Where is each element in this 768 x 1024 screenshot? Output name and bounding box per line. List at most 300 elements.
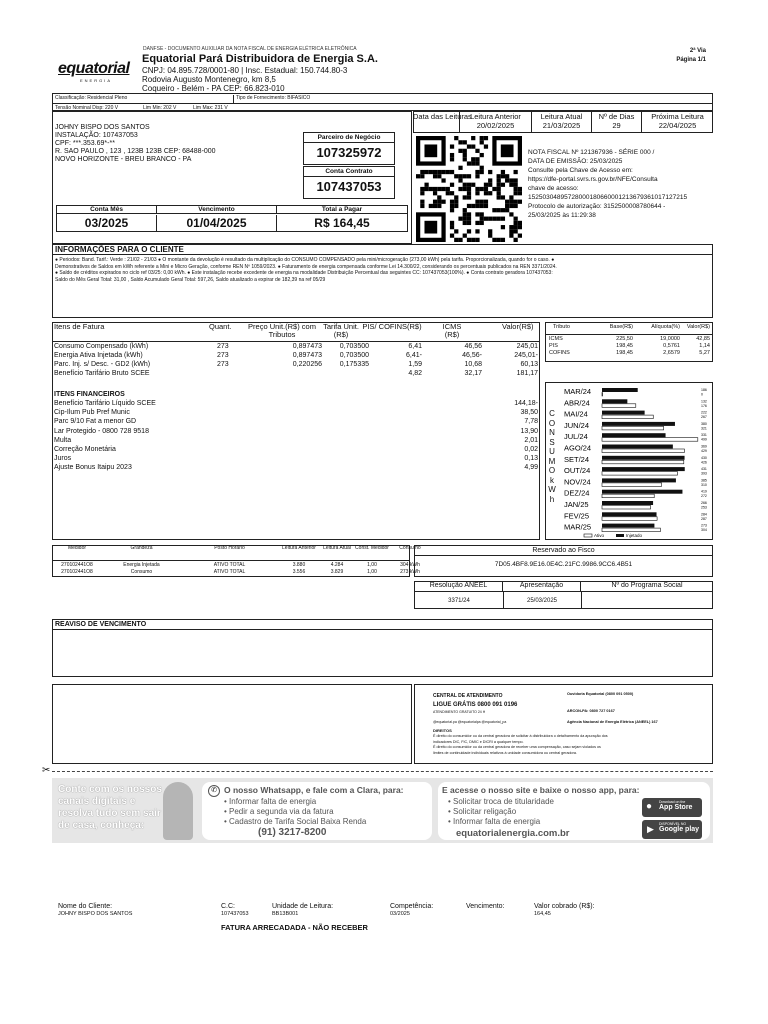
logo-wordmark: equatorial [58, 60, 130, 77]
fin-label: Cip-Ilum Pub Pref Munic [54, 409, 130, 417]
col-piscofins: PIS/ COFINS(R$) [362, 322, 422, 331]
bar-value-injetado: 304 [701, 528, 707, 533]
bar-value-injetado: 429 [701, 449, 707, 453]
fin-value: 0,02 [524, 446, 538, 453]
client-cpf: CPF: ***.353.69*-** [55, 140, 115, 147]
tributo-cell: 0,5761 [663, 343, 680, 349]
fin-row [52, 455, 540, 464]
medidor-header: Medidor [67, 545, 87, 551]
footer-cc: 107437053 [221, 911, 249, 917]
person-illustration [163, 782, 193, 840]
bar-value-injetado: 426 [701, 460, 707, 465]
col-valor: Valor(R$) [502, 322, 534, 331]
fin-label: Multa [54, 436, 72, 444]
bar-value-ativo: 186 [701, 388, 707, 392]
cut-line [52, 771, 713, 772]
item-cell: Parc. Inj. s/ Desc. - GD2 (kWh) [54, 361, 151, 368]
app-store-badge [642, 798, 702, 817]
bar-ativo [602, 411, 645, 415]
proxima-label: Próxima Leitura [651, 112, 704, 121]
whatsapp-icon: ✆ [208, 785, 220, 797]
central-sub: ATENDIMENTO GRATUITO 24 H [433, 710, 486, 714]
fin-value: 13,90 [520, 427, 538, 435]
via-label: 2ª Via [689, 48, 706, 54]
footer-comp-label: Competência: [390, 903, 434, 910]
nf-consulte: Consulte pela Chave de Acesso em: [528, 167, 633, 174]
bar-value-injetado: 393 [701, 471, 707, 476]
fin-row [52, 400, 540, 409]
consumo-chart [545, 382, 713, 540]
tributo-header: Tributo [553, 324, 570, 330]
client-instalacao: INSTALAÇÃO: 107437053 [55, 132, 138, 139]
danfse-header: DANFSE - DOCUMENTO AUXILIAR DA NOTA FISCAL DE ENERGIA ELÉTRICA ELETRÔNICA [143, 46, 357, 52]
fin-row [52, 409, 540, 418]
bar-injetado [602, 506, 651, 510]
chart-month-label: NOV/24 [564, 477, 591, 487]
bar-ativo [602, 467, 685, 471]
fin-label: Lar Protegido - 0800 728 9518 [54, 427, 149, 435]
direitos-title: DIREITOS [433, 728, 452, 733]
col-preco: Preço Unit.(R$) com Tributos [248, 322, 316, 339]
google-play-badge [642, 820, 702, 839]
company-addr2: Coqueiro - Belém - PA CEP: 66.823-010 [142, 84, 285, 93]
info-line1: ● Periodos: Band. Tarif.: Verde : 21/02 - 21/03 ● O montante da devolução é resultado da multiplicação do CONSUMO COMPENSADO pela mini/microgeração (273,00 kWh) pela tarifa. Proporcionalizada, quando for o caso. ● [55, 257, 555, 263]
apresentacao-label: Apresentação [503, 582, 581, 592]
medidor-cell: 3.829 [330, 569, 344, 575]
vencimento-value: 01/04/2025 [157, 215, 277, 232]
item-cell: 1,59 [408, 361, 422, 368]
reaviso-block [52, 619, 713, 677]
app-list [448, 797, 554, 827]
whatsapp-list [224, 797, 366, 827]
tributo-cell: 1,14 [699, 343, 710, 349]
medidor-cell: ATIVO TOTAL [213, 562, 246, 568]
fisco-title: Reservado ao Fisco [415, 546, 712, 556]
conta-mes-value: 03/2025 [57, 215, 157, 232]
bar-value-injetado: 321 [701, 426, 707, 431]
fin-label: Parc 9/10 Fat a menor GD [54, 418, 137, 426]
resolucao-value: 3371/24 [448, 598, 470, 604]
footer-nome: JOHNY BISPO DOS SANTOS [58, 911, 133, 917]
arcon: ARCON-PA: 0800 727 0167 [567, 709, 615, 713]
tributo-cell: 198,45 [616, 343, 633, 349]
classificacao: Classificação: Residencial Pleno [55, 95, 128, 101]
bar-value-injetado: 310 [701, 482, 707, 487]
bar-ativo [602, 524, 654, 528]
col-icms: ICMS (R$) [442, 322, 462, 339]
footer-ul-label: Unidade de Leitura: [272, 903, 334, 910]
contrato-label: Conta Contrato [304, 167, 394, 177]
page-number: Página 1/1 [676, 57, 706, 63]
parceiro-box [303, 132, 395, 165]
info-title: INFORMAÇÕES PARA O CLIENTE [53, 245, 712, 255]
bar-ativo [602, 478, 676, 482]
classification-bar [52, 93, 713, 111]
item-cell: Consumo Compensado (kWh) [54, 343, 149, 350]
bar-value-injetado: 0 [701, 392, 703, 397]
info-line4: Saldo do Mês Geral Total: 31,00 , Saldo Acumulado Geral Total: 597,26, Saldo atualizado a expirar de 182,39 na ref 05/29 [55, 276, 326, 283]
proxima-value: 22/04/2025 [658, 121, 697, 130]
chart-month-label: JUN/24 [564, 420, 590, 430]
bar-value-ativo: 380 [701, 421, 707, 426]
tributo-cell: ICMS [549, 336, 563, 342]
bar-injetado [602, 472, 677, 476]
bar-injetado [602, 415, 653, 419]
bar-value-injetado: 287 [701, 516, 707, 521]
tributo-cell: 2,6579 [663, 350, 680, 356]
nf-protocolo: Protocolo de autorização: 3152500008780644 - [528, 203, 666, 210]
item-cell: 32,17 [464, 370, 482, 377]
item-cell: 273 [217, 361, 229, 368]
bar-ativo [602, 422, 675, 426]
total-value: R$ 164,45 [314, 216, 370, 230]
footer-valor: 164,45 [534, 911, 551, 917]
whatsapp-panel [202, 782, 432, 840]
banner-l3: resolva tudo sem sair [58, 808, 161, 819]
tensao: Tensão Nominal Disp: 220 V [55, 105, 119, 111]
item-cell: 273 [217, 343, 229, 350]
fin-value: 2,01 [524, 436, 538, 444]
leitura-anterior-label: Leitura Anterior [470, 112, 521, 121]
fin-value: 7,78 [524, 418, 538, 426]
medidor-cell: 270102441O8 [61, 562, 93, 568]
summary-box [56, 205, 408, 232]
footer-valor-label: Valor cobrado (R$): [534, 903, 595, 910]
contrato-box [303, 166, 395, 199]
bar-ativo [602, 445, 673, 449]
item-cell: 0,175335 [339, 361, 369, 368]
bar-value-injetado: 267 [701, 415, 707, 420]
bar-ativo [602, 501, 653, 505]
scissors-icon: ✂ [42, 765, 51, 776]
chart-month-label: JAN/25 [564, 500, 589, 509]
medidor-header: Leitura Anterior [282, 545, 316, 551]
parceiro-label: Parceiro de Negócio [304, 133, 394, 143]
bar-injetado [602, 393, 603, 397]
item-cell: 245,01- [514, 352, 538, 359]
item-cell: 60,13 [520, 361, 538, 368]
item-cell: 181,17 [516, 370, 538, 377]
company-addr1: Rodovia Augusto Montenegro, km 8,5 [142, 75, 276, 84]
footer-ul: BB13B001 [272, 911, 299, 917]
tributo-cell: 198,45 [616, 350, 633, 356]
col-tarifa: Tarifa Unit.(R$) [323, 322, 359, 339]
banner-l2: canais digitais e [58, 796, 136, 807]
ouvidoria: Ouvidoria Equatorial (0800 091 0500) [567, 692, 634, 696]
company-logo [58, 60, 134, 83]
bar-value-ativo: 266 [701, 501, 707, 505]
reaviso-title: REAVISO DE VENCIMENTO [53, 620, 712, 630]
item-cell: 6,41 [408, 343, 422, 350]
chart-month-label: JUL/24 [564, 432, 588, 442]
banner-l4: de casa, conheça: [58, 820, 145, 831]
fin-value: 0,13 [524, 455, 538, 463]
fin-row [52, 428, 540, 437]
item-cell: 0,897473 [292, 352, 322, 359]
fin-row [52, 418, 540, 427]
site-url: equatorialenergia.com.br [456, 828, 570, 839]
dias-col [591, 112, 641, 132]
bar-injetado [602, 426, 664, 430]
app-panel [438, 782, 710, 840]
blank-panel [52, 684, 412, 764]
nf-numero: NOTA FISCAL Nº 121367936 - SÉRIE 000 / [528, 149, 655, 156]
arrecadada-notice: FATURA ARRECADADA - NÃO RECEBER [221, 923, 368, 932]
bar-ativo [602, 388, 638, 392]
central-atendimento [414, 684, 713, 764]
bar-value-injetado: 499 [701, 437, 707, 442]
tributo-cell: COFINS [549, 350, 570, 356]
tributo-cell: 42,85 [696, 336, 710, 342]
chart-month-label: ABR/24 [564, 398, 590, 408]
banner-l1: Conte com os nossos [58, 784, 162, 795]
footer-cc-label: C.C: [221, 903, 235, 910]
leitura-atual-value: 21/03/2025 [542, 121, 581, 130]
data-leituras-label: Data das Leituras [413, 112, 472, 121]
bar-ativo [602, 512, 657, 516]
footer-comp: 03/2025 [390, 911, 410, 917]
item-cell: 245,01 [516, 343, 538, 350]
bar-ativo [602, 433, 666, 437]
app-item1: • Solicitar troca de titularidade [448, 797, 554, 806]
lim-min: Lim Min: 202 V [143, 105, 177, 111]
footer-venc-label: Vencimento: [466, 903, 505, 910]
tributo-header: Valor(R$) [686, 324, 710, 330]
medidor-cell: Consumo [130, 569, 153, 575]
nf-chave-label: chave de acesso: [528, 185, 579, 192]
bar-value-ativo: 419 [701, 489, 707, 494]
bar-injetado [602, 483, 662, 487]
fisco-box [414, 545, 713, 577]
medidor-cell: Energia Injetada [123, 562, 160, 568]
bar-value-ativo: 284 [701, 512, 707, 517]
resolucao-label: Resolução ANEEL [415, 582, 503, 592]
tributo-cell: 5,27 [699, 350, 710, 356]
fin-value: 144,18- [514, 400, 538, 407]
play-icon: ▶ [647, 824, 654, 834]
bar-ativo [602, 490, 682, 494]
col-quant: Quant. [209, 322, 232, 331]
app-title: E acesse o nosso site e baixe o nosso app, para: [442, 785, 640, 795]
contrato-value: 107437053 [316, 179, 382, 194]
fin-row [52, 446, 540, 455]
tributo-cell: 225,50 [616, 336, 633, 342]
chart-month-label: FEV/25 [564, 511, 590, 521]
col-itens: Itens de Fatura [54, 322, 105, 331]
medidor-cell: 304 kWh [400, 562, 420, 568]
proxima-col [641, 112, 713, 132]
legend-injetado-swatch [616, 534, 624, 537]
legend-injetado: Injetado [626, 533, 643, 538]
item-row [52, 343, 540, 352]
tributo-header: Alíquota(%) [651, 324, 680, 330]
medidor-cell: 1,00 [367, 569, 377, 575]
item-cell: 10,68 [464, 361, 482, 368]
tributo-header: Base(R$) [609, 324, 633, 330]
bar-injetado [602, 404, 636, 408]
nf-protocolo-data: 25/03/2025 às 11:29:38 [528, 212, 596, 219]
bar-value-ativo: 369 [701, 444, 707, 449]
nf-emissao: DATA DE EMISSÃO: 25/03/2025 [528, 158, 623, 165]
direitos-3: É direito do consumidor ou da central geradora de receber uma compensação, caso sejam violados os [433, 745, 601, 749]
client-info [55, 124, 216, 164]
info-line2: Demonstrativos de Saldos em kWh referente a Mini e Micro Geração, conforme REN Nº 1059/2023. ● Faturamento de energia compensada conforme Lei 14.300/22, considerando os percentuais publicados na REN 3371/2024. [55, 263, 557, 270]
fin-row [52, 464, 540, 473]
parceiro-value: 107325972 [316, 145, 382, 160]
whatsapp-title: O nosso Whatsapp, e fale com a Clara, para: [224, 785, 404, 795]
info-text [53, 255, 712, 285]
conta-mes-label: Conta Mês [57, 206, 157, 214]
aneel: Agência Nacional de Energia Elétrica (ANEEL) 167 [567, 720, 658, 724]
apresentacao-value: 25/03/2025 [526, 598, 558, 604]
chart-month-label: OUT/24 [564, 466, 591, 476]
bar-ativo [602, 456, 685, 460]
chart-month-label: AGO/24 [564, 443, 592, 453]
fin-label: Benefício Tarifário Líquido SCEE [54, 400, 156, 407]
item-cell: 0,220256 [292, 361, 322, 368]
chart-month-label: MAR/25 [564, 522, 592, 532]
bar-value-injetado: 253 [701, 505, 707, 510]
company-cnpj: CNPJ: 04.895.728/0001-80 | Insc. Estadual: 150.744.80-3 [142, 66, 348, 75]
item-row [52, 361, 540, 370]
chart-month-label: DEZ/24 [564, 488, 590, 498]
fin-row [52, 437, 540, 446]
legend-ativo-swatch [584, 534, 592, 537]
fin-value: 38,50 [520, 409, 538, 417]
whatsapp-item3: • Cadastro de Tarifa Social Baixa Renda [224, 817, 367, 826]
programa-social-label: Nº do Programa Social [581, 582, 713, 592]
app-item2: • Solicitar religação [448, 807, 517, 816]
app-store-top: Download on the [659, 800, 686, 804]
item-cell: 6,41- [406, 352, 422, 359]
direitos-text [433, 734, 608, 756]
footer-nome-label: Nome do Cliente: [58, 903, 113, 910]
fisco-code: 7D05.4BF8.9E16.0E4C.21FC.9986.9CC6.4B51 [494, 561, 633, 568]
bar-value-ativo: 385 [701, 478, 707, 483]
google-play-label: Google play [659, 826, 700, 833]
google-play-top: DISPONÍVEL NO [659, 822, 687, 826]
company-info [142, 66, 347, 93]
leitura-anterior-value: 20/02/2025 [476, 121, 515, 130]
bar-value-ativo: 331 [701, 433, 707, 438]
item-cell: Benefício Tarifário Bruto SCEE [54, 370, 150, 377]
central-social: @equatorial.pa @equatorialpa @equatorial_pa [433, 720, 507, 724]
central-title: CENTRAL DE ATENDIMENTO [433, 693, 503, 699]
direitos-2: indicadores DIC, FIC, DMIC e DICRI a qualquer tempo. [433, 739, 524, 744]
medidor-header: Consumo [399, 545, 421, 551]
chart-month-label: MAI/24 [564, 409, 588, 419]
bar-ativo [602, 399, 627, 403]
bar-value-ativo: 273 [701, 523, 707, 528]
qr-code [416, 136, 522, 242]
digital-channels-banner [52, 778, 713, 843]
company-name: Equatorial Pará Distribuidora de Energia S.A. [142, 53, 378, 65]
fin-value: 4,99 [524, 464, 538, 472]
medidor-header: Grandeza [130, 545, 153, 551]
bar-value-ativo: 132 [701, 399, 707, 404]
whatsapp-item1: • Informar falta de energia [224, 797, 317, 806]
item-row [52, 352, 540, 361]
app-item3: • Informar falta de energia [448, 817, 541, 826]
medidor-header: Const. Medidor [355, 545, 389, 551]
item-cell: 4,82 [408, 370, 422, 377]
itens-financeiros-title: ITENS FINANCEIROS [54, 391, 125, 398]
medidor-cell: 3.556 [292, 569, 306, 575]
banner-left-text [58, 784, 162, 832]
bar-injetado [602, 449, 684, 453]
whatsapp-phone: (91) 3217-8200 [258, 827, 327, 838]
item-cell: 46,56- [462, 352, 482, 359]
direitos-4: limites de continuidade individuais relativos à unidade consumidora ou central geradora. [433, 750, 577, 755]
fin-label: Juros [54, 455, 72, 463]
fin-label: Ajuste Bonus Itaipu 2023 [54, 464, 132, 472]
item-cell: 0,703500 [339, 352, 369, 359]
item-row [52, 370, 540, 379]
fin-label: Correção Monetária [54, 446, 116, 453]
legend-ativo: Ativo [594, 533, 605, 538]
nota-fiscal-info [528, 148, 687, 220]
medidor-cell: 3.880 [292, 562, 306, 568]
medidor-cell: 1,00 [367, 562, 377, 568]
medidor-header: Leitura Atual [323, 545, 351, 551]
dias-value: 29 [612, 121, 621, 130]
leitura-atual-label: Leitura Atual [540, 112, 583, 121]
item-cell: Energia Ativa Injetada (kWh) [54, 352, 143, 359]
item-cell: 273 [217, 352, 229, 359]
chart-month-label: MAR/24 [564, 387, 592, 396]
bar-injetado [602, 438, 698, 442]
nf-chave: 15250304895728000180660001213679361017127215 [528, 194, 688, 201]
bar-injetado [602, 528, 660, 532]
nf-url: https://dfe-portal.svrs.rs.gov.br/NFE/Consulta [528, 176, 658, 183]
bar-value-ativo: 430 [701, 455, 707, 460]
client-address2: NOVO HORIZONTE - BREU BRANCO - PA [55, 156, 192, 163]
item-cell: 0,897473 [292, 343, 322, 350]
vencimento-label: Vencimento [157, 206, 277, 214]
item-cell: 0,703500 [339, 343, 369, 350]
bar-injetado [602, 517, 657, 521]
total-label: Total a Pagar [277, 206, 407, 214]
medidor-cell: 4.284 [330, 562, 344, 568]
bar-value-injetado: 272 [701, 494, 707, 499]
medidor-header: Posto Horário [214, 545, 245, 551]
bar-injetado [602, 494, 654, 498]
whatsapp-item2: • Pedir a segunda via da fatura [224, 807, 334, 816]
direitos-1: É direito do consumidor ou da central geradora de solicitar à distribuidora o detalhamento da apuração dos [433, 734, 608, 738]
chart-month-label: SET/24 [564, 454, 590, 464]
tributo-cell: PIS [549, 343, 558, 349]
central-phone: LIGUE GRÁTIS 0800 091 0196 [433, 702, 518, 708]
client-name: JOHNY BISPO DOS SANTOS [55, 124, 150, 131]
bar-injetado [602, 460, 684, 464]
client-address1: R. SAO PAULO , 123 , 123B 123B CEP: 68488-000 [55, 148, 216, 155]
app-store-label: App Store [659, 804, 693, 811]
medidor-cell: ATIVO TOTAL [213, 569, 246, 575]
leitura-atual-col [531, 112, 591, 132]
apple-icon: ● [646, 801, 653, 812]
chart-vertical-title: CONSUMO kWh [548, 409, 556, 504]
medidor-cell: 273 kWh [400, 569, 420, 575]
dias-label: Nº de Dias [598, 112, 635, 121]
bar-value-ativo: 431 [701, 467, 707, 472]
tributo-cell: 19,0000 [660, 336, 680, 342]
resolucao-box [414, 581, 713, 609]
info-line3: ● Saldo de créditos expirados no ciclo ref 03/25: 0,00 kWh. ● Este instalação recebe excedente de energia na modalidade Distribuição Percentual das seguintes CC: 107437053(100%). ● Conta contrato geradora 107437053: [55, 270, 553, 276]
lim-max: Lim Max: 231 V [193, 105, 228, 111]
logo-sub: ENERGIA [79, 78, 112, 83]
info-block [52, 244, 713, 318]
item-cell: 46,56 [464, 343, 482, 350]
